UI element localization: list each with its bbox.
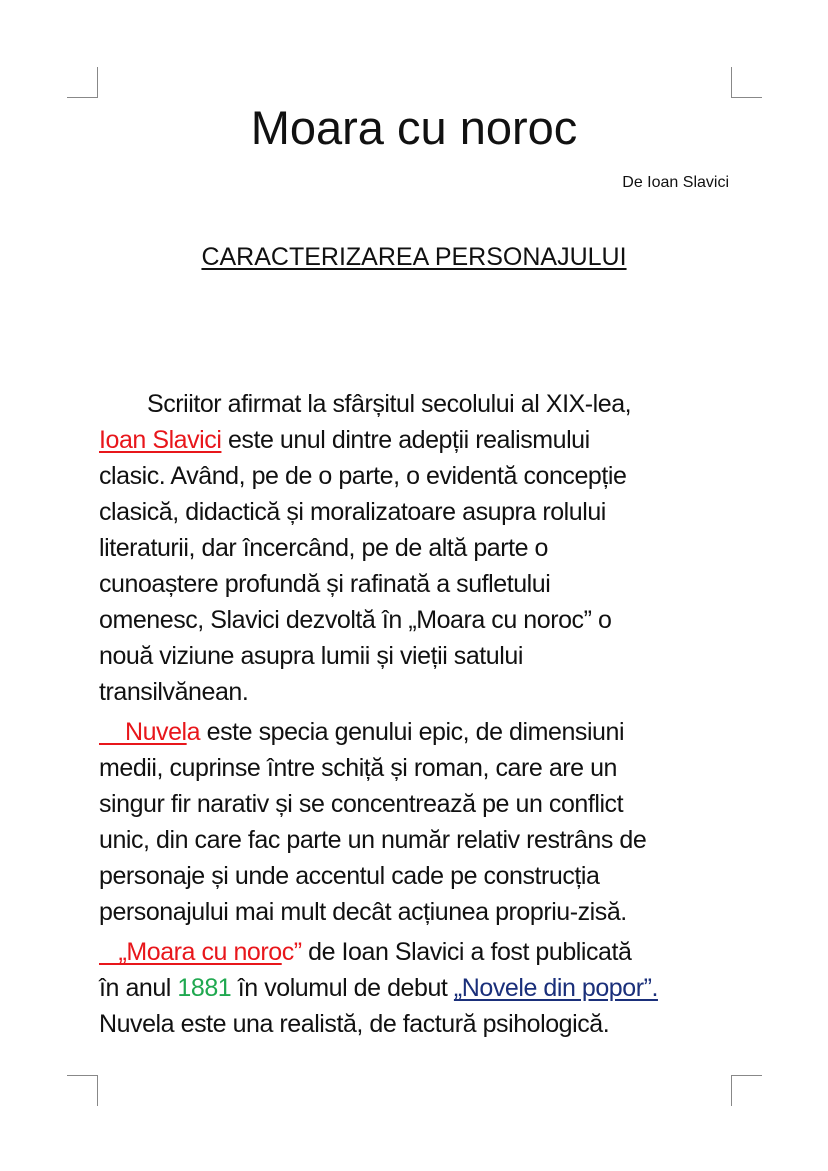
corner-mark-bottom-left [67, 1075, 98, 1106]
text-segment: medii, cuprinse între schiță și roman, care are un [99, 754, 618, 782]
text-segment: cunoaștere profundă și rafinată a sufletului [99, 570, 551, 598]
text-line [99, 750, 739, 786]
text-line [99, 386, 739, 422]
text-segment: literaturii, dar încercând, pe de altă parte o [99, 534, 549, 562]
text-line [99, 638, 739, 674]
text-segment: în volumul de debut [231, 974, 454, 1002]
text-line [99, 858, 739, 894]
highlighted-text: Ioan Slavici [99, 426, 222, 454]
document-title: Moara cu noroc [250, 101, 578, 154]
text-segment: este unul dintre adepții realismului [221, 426, 590, 454]
text-line [99, 566, 739, 602]
highlighted-text: „Novele din popor”. [453, 974, 658, 1002]
highlighted-text: „Moara cu noro [99, 938, 282, 966]
text-line [99, 530, 739, 566]
text-segment: clasic. Având, pe de o parte, o evidentă concepție [99, 462, 627, 490]
paragraph [99, 714, 739, 930]
corner-mark-top-left [67, 67, 98, 98]
text-segment: nouă viziune asupra lumii și vieții satului [99, 642, 523, 670]
text-segment: clasică, didactică și moralizatoare asupra rolului [99, 498, 606, 526]
author-line: De Ioan Slavici [622, 174, 729, 191]
paragraph [99, 386, 739, 710]
text-line [99, 894, 739, 930]
corner-mark-bottom-right [731, 1075, 762, 1106]
text-line [99, 786, 739, 822]
text-line [99, 458, 739, 494]
corner-mark-top-right [731, 67, 762, 98]
text-segment: transilvănean. [99, 678, 249, 706]
highlighted-text: 1881 [177, 974, 232, 1002]
text-line [99, 602, 739, 638]
highlighted-text: a [186, 718, 201, 746]
text-segment: singur fir narativ și se concentrează pe un conflict [99, 790, 624, 818]
text-segment: este specia genului epic, de dimensiuni [200, 718, 625, 746]
highlighted-text: c” [281, 938, 302, 966]
text-line [99, 674, 739, 710]
text-line [99, 1006, 739, 1042]
text-line [99, 822, 739, 858]
text-segment: de Ioan Slavici a fost publicată [301, 938, 632, 966]
text-segment: omenesc, Slavici dezvoltă în „Moara cu noroc” o [99, 606, 612, 634]
highlighted-text: Nuvel [99, 718, 187, 746]
text-segment: Scriitor afirmat la sfârșitul secolului al XIX-lea, [147, 390, 632, 418]
text-line [99, 970, 739, 1006]
text-segment: personaje și unde accentul cade pe construcția [99, 862, 600, 890]
paragraph [99, 934, 739, 1042]
text-line [99, 934, 739, 970]
text-segment: Nuvela este una realistă, de factură psihologică. [99, 1010, 610, 1038]
text-line [99, 494, 739, 530]
text-segment: personajului mai mult decât acțiunea propriu-zisă. [99, 898, 627, 926]
text-line [99, 422, 739, 458]
section-heading: CARACTERIZAREA PERSONAJULUI [201, 243, 627, 271]
text-segment: unic, din care fac parte un număr relativ restrâns de [99, 826, 647, 854]
text-segment: în anul [99, 974, 178, 1002]
text-line [99, 714, 739, 750]
